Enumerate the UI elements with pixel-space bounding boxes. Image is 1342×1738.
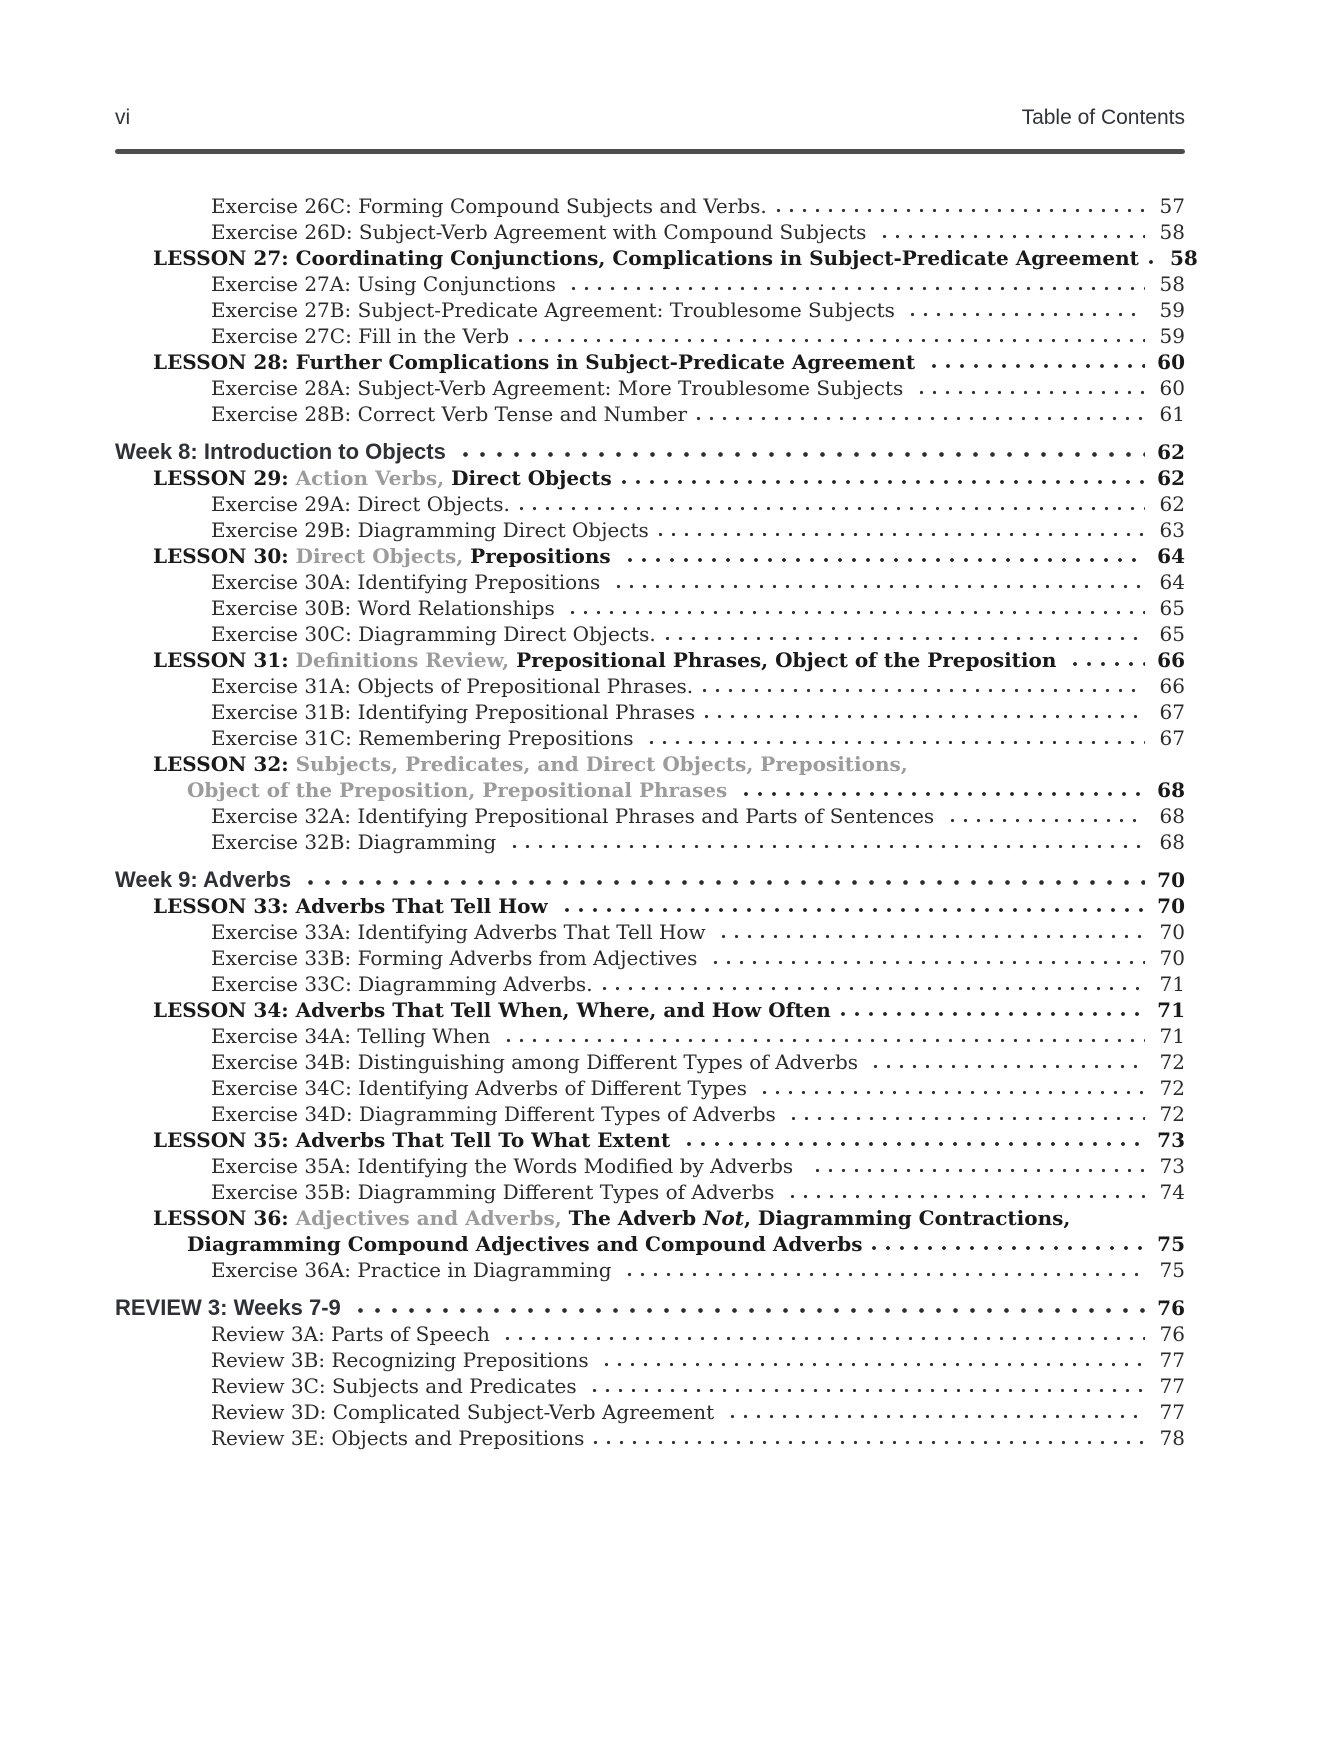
toc-entry-text: Exercise 35B: Diagramming Different Types of Adverbs (211, 1180, 781, 1204)
toc-entry-text: Diagramming Compound Adjectives and Compound Adverbs (187, 1232, 863, 1256)
toc-list (115, 193, 1198, 1451)
toc-page-number: 60 (1159, 376, 1185, 400)
toc-page-number: 62 (1159, 492, 1185, 516)
toc-entry-text: Not (703, 1206, 744, 1230)
dot-leader (302, 867, 1145, 893)
toc-page-number: 61 (1159, 402, 1185, 426)
toc-entry (115, 1101, 1185, 1127)
toc-page-number: 67 (1159, 700, 1185, 724)
toc-page-number: 63 (1159, 518, 1185, 542)
toc-page-number: 59 (1159, 324, 1185, 348)
toc-entry (115, 323, 1185, 349)
toc-entry-text: Exercise 31B: Identifying Prepositional Phrases (211, 700, 696, 724)
toc-page-number: 77 (1159, 1374, 1185, 1398)
dot-leader (661, 621, 1145, 647)
toc-entry-text: Exercise 33C: Diagramming Adverbs. (211, 972, 593, 996)
dot-leader (600, 1347, 1145, 1373)
toc-entry-text: Adjectives and Adverbs, (295, 1206, 569, 1230)
toc-page-number: 70 (1159, 946, 1185, 970)
toc-entry-text: Exercise 33B: Forming Adverbs from Adjectives (211, 946, 704, 970)
toc-entry-text: LESSON 33: Adverbs That Tell How (153, 894, 555, 918)
toc-entry-text: Definitions Review, (295, 648, 517, 672)
toc-page-number: 76 (1159, 1322, 1185, 1346)
dot-leader (1144, 245, 1158, 271)
toc-entry (115, 349, 1185, 375)
toc-page-number: 68 (1159, 830, 1185, 854)
toc-entry-text: LESSON 30: (153, 544, 296, 568)
dot-leader (682, 1127, 1145, 1153)
toc-page-number: 73 (1157, 1128, 1185, 1152)
folio-page-number: vi (115, 106, 131, 129)
toc-entry-text: Exercise 32B: Diagramming (211, 830, 503, 854)
toc-entry-text: Exercise 28B: Correct Verb Tense and Number (211, 402, 688, 426)
toc-entry (115, 751, 1185, 777)
toc-entry (115, 673, 1185, 699)
toc-entry (115, 971, 1185, 997)
toc-entry-text: LESSON 29: (153, 466, 296, 490)
toc-page-number: 77 (1159, 1400, 1185, 1424)
toc-entry (115, 919, 1185, 945)
page-header (115, 106, 1185, 130)
toc-entry (115, 647, 1185, 673)
dot-leader (787, 1101, 1145, 1127)
toc-entry-text: REVIEW 3: Weeks 7-9 (115, 1295, 347, 1320)
toc-entry-text: Exercise 28A: Subject-Verb Agreement: More Troublesome Subjects (211, 376, 910, 400)
toc-page-number: 58 (1159, 272, 1185, 296)
toc-entry (115, 1257, 1185, 1283)
toc-entry (115, 517, 1185, 543)
toc-page-number: 74 (1159, 1180, 1185, 1204)
toc-entry-text: Week 8: Introduction to Objects (115, 439, 452, 464)
toc-entry-text: Exercise 34C: Identifying Adverbs of Different Types (211, 1076, 754, 1100)
toc-entry (115, 193, 1185, 219)
toc-entry (115, 465, 1185, 491)
dot-leader (515, 491, 1145, 517)
toc-entry-text: Action Verbs, (295, 466, 452, 490)
toc-entry-text: Exercise 29B: Diagramming Direct Objects (211, 518, 649, 542)
toc-page-number: 64 (1157, 544, 1185, 568)
dot-leader (915, 375, 1145, 401)
toc-page-number: 57 (1159, 194, 1185, 218)
dot-leader (501, 1321, 1145, 1347)
dot-leader (560, 893, 1145, 919)
toc-entry (115, 1205, 1185, 1231)
toc-entry-text: Exercise 27C: Fill in the Verb (211, 324, 510, 348)
toc-page-number: 70 (1159, 920, 1185, 944)
dot-leader (623, 1257, 1145, 1283)
toc-page-number: 75 (1157, 1232, 1185, 1256)
toc-entry (115, 219, 1185, 245)
toc-entry (115, 1075, 1185, 1101)
toc-page-number: 72 (1159, 1050, 1185, 1074)
toc-page-number: 62 (1157, 440, 1185, 464)
toc-entry (115, 699, 1185, 725)
toc-entry (115, 1127, 1185, 1153)
toc-entry-text: Object of the Preposition, Prepositional Phrases (187, 778, 735, 802)
toc-entry (115, 1179, 1185, 1205)
toc-entry-text: Prepositional Phrases, Object of the Preposition (516, 648, 1064, 672)
dot-leader (758, 1075, 1145, 1101)
dot-leader (589, 1425, 1145, 1451)
dot-leader (617, 465, 1145, 491)
toc-entry (115, 945, 1185, 971)
toc-entry (115, 829, 1185, 855)
dot-leader (1068, 647, 1145, 673)
toc-entry-text: Review 3B: Recognizing Prepositions (211, 1348, 595, 1372)
toc-entry-text: Exercise 30B: Word Relationships (211, 596, 562, 620)
toc-entry-text: Review 3D: Complicated Subject-Verb Agreement (211, 1400, 721, 1424)
dot-leader (352, 1295, 1145, 1321)
toc-entry (115, 297, 1185, 323)
header-rule (115, 149, 1185, 154)
dot-leader (772, 193, 1145, 219)
toc-entry-text: Exercise 36A: Practice in Diagramming (211, 1258, 618, 1282)
toc-entry-text: Review 3E: Objects and Prepositions (211, 1426, 585, 1450)
toc-page-number: 68 (1157, 778, 1185, 802)
dot-leader (645, 725, 1145, 751)
toc-page-number: 78 (1159, 1426, 1185, 1450)
toc-entry (115, 569, 1185, 595)
toc-entry (115, 1373, 1185, 1399)
toc-entry (115, 375, 1185, 401)
toc-entry-text: LESSON 36: (153, 1206, 296, 1230)
toc-page-number: 71 (1159, 972, 1185, 996)
dot-leader (927, 349, 1145, 375)
toc-entry-text: The Adverb (568, 1206, 704, 1230)
toc-entry-text: Exercise 29A: Direct Objects. (211, 492, 510, 516)
toc-entry (115, 997, 1185, 1023)
toc-entry (115, 245, 1198, 271)
dot-leader (502, 1023, 1145, 1049)
dot-leader (867, 1231, 1145, 1257)
toc-page-number: 70 (1157, 894, 1185, 918)
toc-entry-text: Direct Objects, (295, 544, 471, 568)
dot-leader (811, 1153, 1145, 1179)
toc-page-number: 64 (1159, 570, 1185, 594)
toc-entry-text: Direct Objects (451, 466, 612, 490)
toc-entry-text: LESSON 34: Adverbs That Tell When, Where, and How Often (153, 998, 831, 1022)
dot-leader (457, 439, 1145, 465)
toc-entry-text: Exercise 35A: Identifying the Words Modified by Adverbs (211, 1154, 806, 1178)
dot-leader (726, 1399, 1145, 1425)
toc-page-number: 66 (1157, 648, 1185, 672)
toc-page-number: 62 (1157, 466, 1185, 490)
toc-page-number: 70 (1157, 868, 1185, 892)
dot-leader (612, 569, 1145, 595)
toc-entry-text: Prepositions (470, 544, 618, 568)
toc-entry-text: LESSON 32: (153, 752, 296, 776)
toc-entry-text: , Diagramming Contractions, (743, 1206, 1071, 1230)
toc-page-number: 75 (1159, 1258, 1185, 1282)
dot-leader (598, 971, 1145, 997)
toc-entry (115, 803, 1185, 829)
toc-page-number: 60 (1157, 350, 1185, 374)
dot-leader (700, 699, 1145, 725)
toc-entry (115, 867, 1185, 893)
toc-entry (115, 1231, 1185, 1257)
dot-leader (869, 1049, 1145, 1075)
toc-entry (115, 1049, 1185, 1075)
toc-entry (115, 595, 1185, 621)
toc-entry (115, 439, 1185, 465)
toc-page-number: 72 (1159, 1102, 1185, 1126)
dot-leader (623, 543, 1145, 569)
toc-entry-text: Exercise 26D: Subject-Verb Agreement with Compound Subjects (211, 220, 873, 244)
toc-entry (115, 1347, 1185, 1373)
toc-entry (115, 893, 1185, 919)
toc-entry-text: Exercise 34B: Distinguishing among Different Types of Adverbs (211, 1050, 865, 1074)
toc-page-number: 71 (1159, 1024, 1185, 1048)
toc-entry (115, 1321, 1185, 1347)
toc-entry (115, 621, 1185, 647)
toc-page-number: 65 (1159, 596, 1185, 620)
toc-page-number: 58 (1170, 246, 1198, 270)
dot-leader (786, 1179, 1145, 1205)
toc-page-number: 77 (1159, 1348, 1185, 1372)
toc-entry (115, 491, 1185, 517)
toc-page-number: 73 (1159, 1154, 1185, 1178)
toc-entry (115, 777, 1185, 803)
toc-entry-text: Exercise 32A: Identifying Prepositional Phrases and Parts of Sentences (211, 804, 941, 828)
dot-leader (698, 673, 1145, 699)
toc-entry-text: Exercise 33A: Identifying Adverbs That Tell How (211, 920, 712, 944)
toc-entry (115, 1425, 1185, 1451)
toc-entry-text: Exercise 31A: Objects of Prepositional Phrases. (211, 674, 694, 698)
dot-leader (588, 1373, 1145, 1399)
running-head-title: Table of Contents (1021, 106, 1185, 129)
dot-leader (508, 829, 1145, 855)
toc-entry (115, 401, 1185, 427)
toc-entry-text: Week 9: Adverbs (115, 867, 298, 892)
toc-entry-text: Exercise 30A: Identifying Prepositions (211, 570, 607, 594)
dot-leader (514, 323, 1145, 349)
toc-entry (115, 1153, 1185, 1179)
toc-page-number: 65 (1159, 622, 1185, 646)
dot-leader (709, 945, 1145, 971)
dot-leader (946, 803, 1145, 829)
toc-entry-text: Subjects, Predicates, and Direct Objects, Prepositions, (295, 752, 908, 776)
dot-leader (836, 997, 1145, 1023)
dot-leader (567, 271, 1145, 297)
toc-entry (115, 1295, 1185, 1321)
dot-leader (906, 297, 1145, 323)
toc-entry-text: Exercise 27A: Using Conjunctions (211, 272, 563, 296)
toc-entry-text: Review 3C: Subjects and Predicates (211, 1374, 583, 1398)
dot-leader (654, 517, 1145, 543)
toc-page-number: 71 (1157, 998, 1185, 1022)
dot-leader (739, 777, 1145, 803)
toc-entry (115, 271, 1185, 297)
toc-entry (115, 543, 1185, 569)
dot-leader (566, 595, 1145, 621)
toc-entry-text: Exercise 31C: Remembering Prepositions (211, 726, 640, 750)
toc-entry (115, 1023, 1185, 1049)
dot-leader (878, 219, 1145, 245)
toc-entry-text: Exercise 34D: Diagramming Different Types of Adverbs (211, 1102, 783, 1126)
toc-page-number: 68 (1159, 804, 1185, 828)
toc-entry-text: LESSON 28: Further Complications in Subject-Predicate Agreement (153, 350, 923, 374)
toc-entry-text: LESSON 31: (153, 648, 296, 672)
toc-entry-text: Exercise 34A: Telling When (211, 1024, 497, 1048)
toc-entry-text: Exercise 30C: Diagramming Direct Objects. (211, 622, 656, 646)
toc-entry-text: Exercise 26C: Forming Compound Subjects and Verbs. (211, 194, 767, 218)
dot-leader (717, 919, 1145, 945)
toc-page-number: 58 (1159, 220, 1185, 244)
toc-entry-text: Review 3A: Parts of Speech (211, 1322, 497, 1346)
toc-page-number: 59 (1159, 298, 1185, 322)
dot-leader (692, 401, 1145, 427)
toc-page-number: 67 (1159, 726, 1185, 750)
toc-entry-text: LESSON 35: Adverbs That Tell To What Extent (153, 1128, 678, 1152)
toc-page-number: 66 (1159, 674, 1185, 698)
toc-entry-text: LESSON 27: Coordinating Conjunctions, Complications in Subject-Predicate Agreement (153, 246, 1139, 270)
toc-entry (115, 725, 1185, 751)
toc-page-number: 76 (1157, 1296, 1185, 1320)
toc-entry-text: Exercise 27B: Subject-Predicate Agreement: Troublesome Subjects (211, 298, 902, 322)
toc-entry (115, 1399, 1185, 1425)
toc-page-number: 72 (1159, 1076, 1185, 1100)
